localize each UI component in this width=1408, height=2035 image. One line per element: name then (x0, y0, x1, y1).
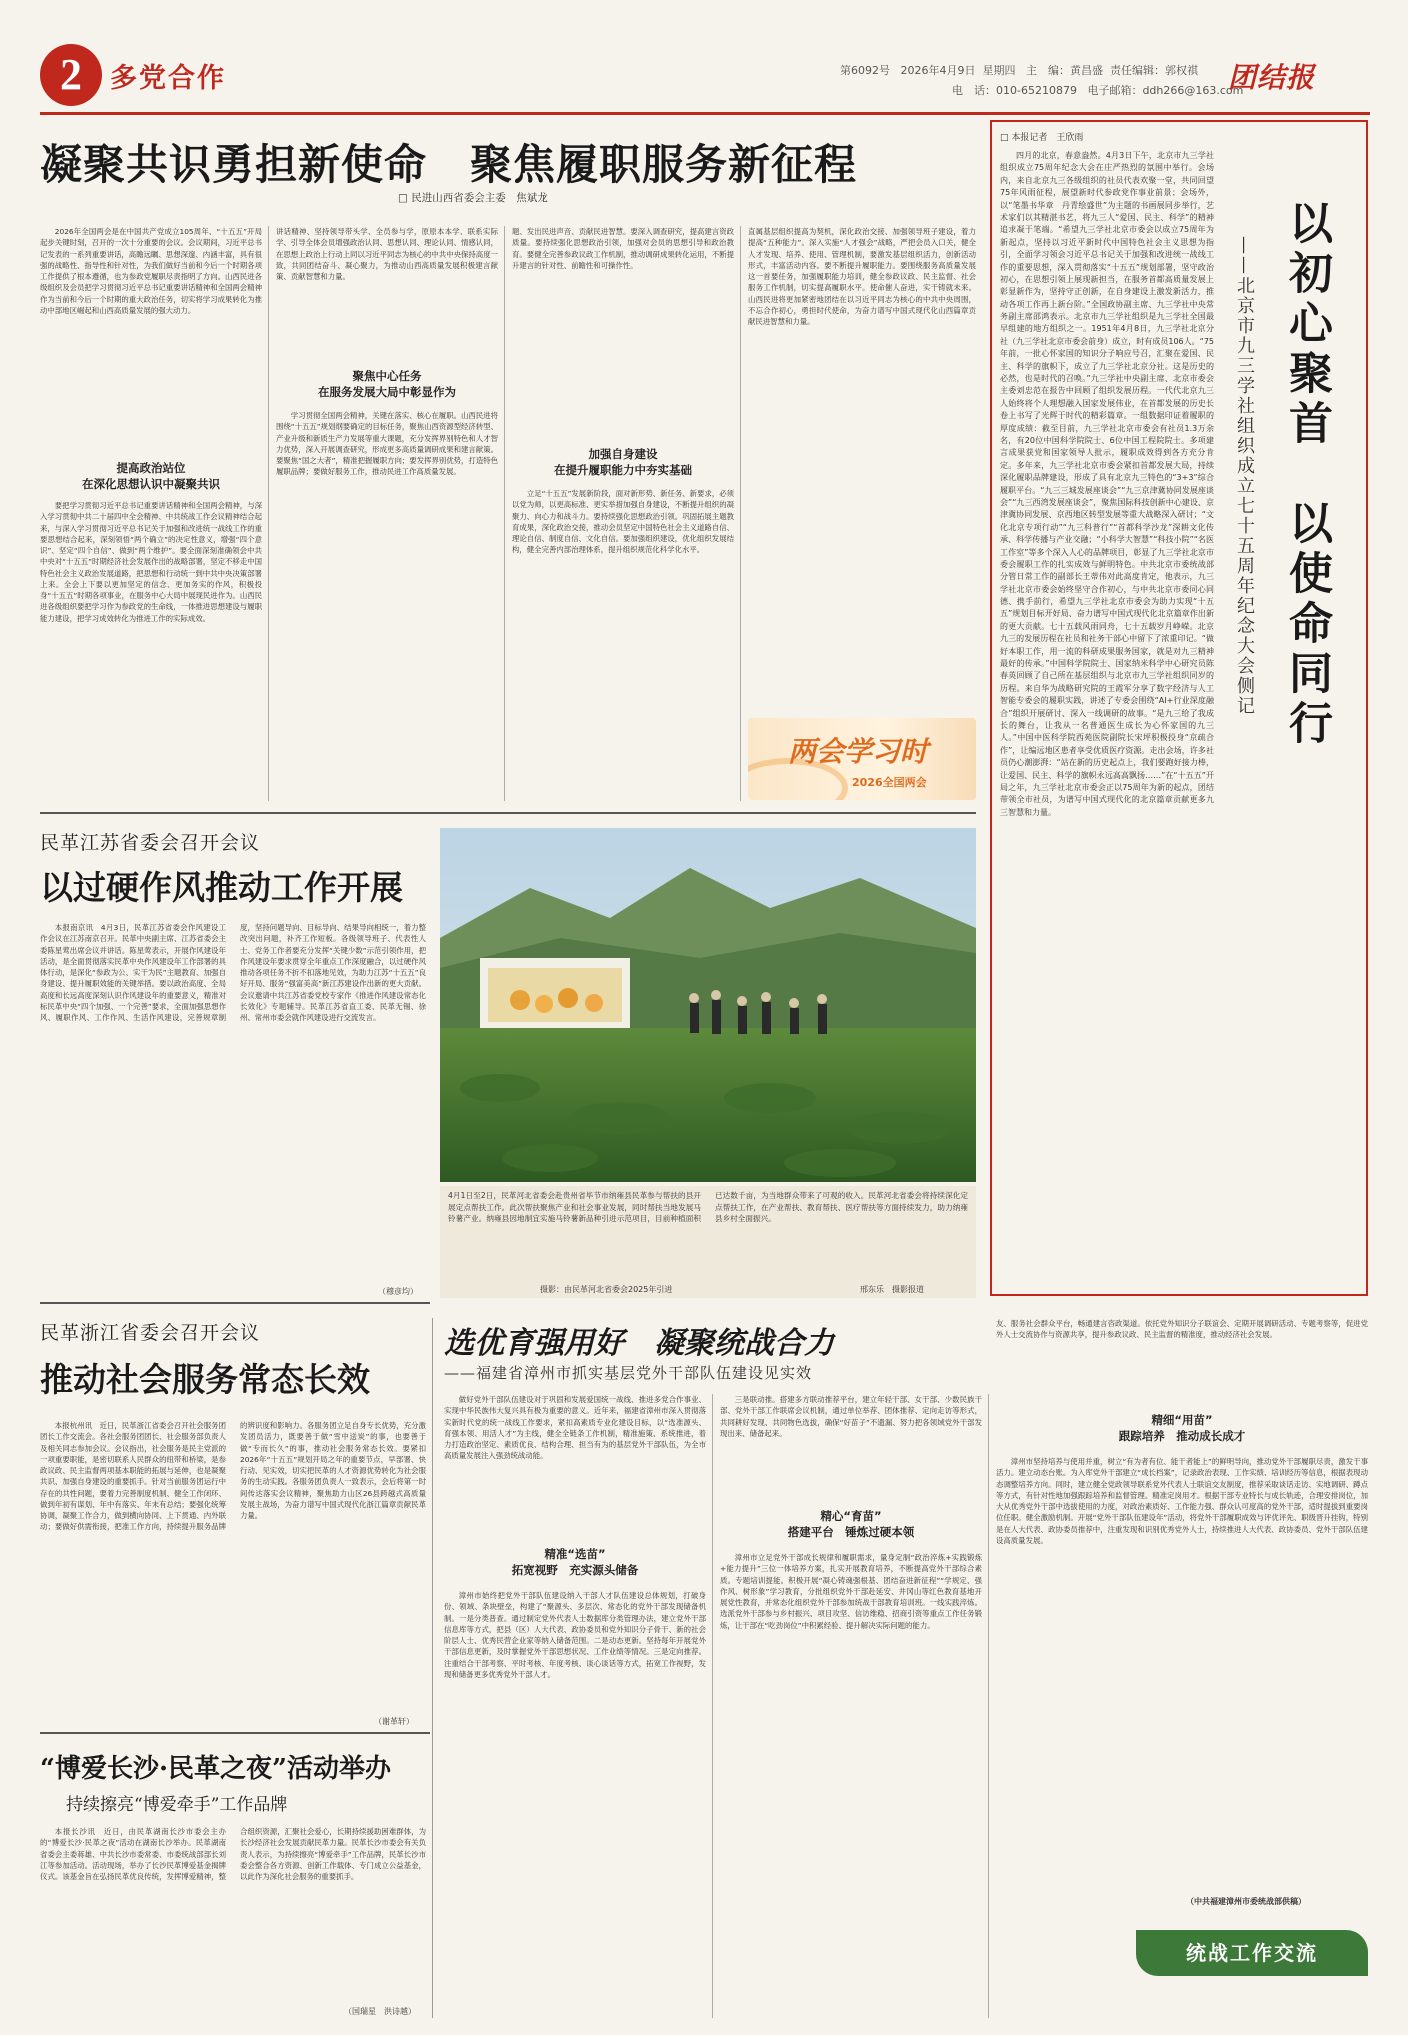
fujian-col2-top: 三是联动推。搭建多方联动推荐平台，建立年轻干部、女干部、少数民族干部、党外干部工作联席会议机制，通过单位举荐、团体推荐、定向走访等形式，共同耕好发现、共同物色选拔，确保“好苗子”不遗漏、努力把各领域党外干部发现出来、储备起来。 (720, 1395, 982, 1438)
main-subhead-1: 提高政治站位 在深化思想认识中凝聚共识 (82, 461, 220, 492)
news-photo (440, 828, 976, 1182)
banner-subtitle: 2026全国两会 (852, 776, 927, 789)
main-text-2: 学习贯彻全国两会精神，关键在落实、核心在履职。山西民进将围绕“十五五”规划纲要确定的目标任务，聚焦山西资源型经济转型、产业升级和新质生产力发展等重大课题，充分发挥界别特色和人才智力优势，深入开展调查研究，形成更多高质量调研成果和建言献策。要聚焦“国之大者”，精准把握履职方向；要发挥界别优势，打造特色履职品牌；要做好服务工作，推动民进工作高质量发展。 (276, 411, 498, 477)
fujian-text-c: 漳州市坚持培养与使用并重，树立“有为者有位、能干者能上”的鲜明导向，推动党外干部履职尽责，激发干事活力。建立动态台账。为入库党外干部建立“成长档案”，记录政治表现、工作实绩、培训经历等信息，根据表现动态调整培养方向。同时，建立健全党政领导联系党外代表人士联谊交友制度，推荐采取谈话走访、实地调研、蹲点等方式，有针对性地加强跟踪培养和监督管理。精准定岗用才。根据干部专业特长与成长轨迹，合理安排岗位，加大从优秀党外干部中选拔使用的力度，对政治素质好、工作能力强、群众认可度高的党外干部，适时提拔到重要岗位任职。健全激励机制。开展“党外干部队伍建设年”活动，将党外干部履职成效与评优评先、职级晋升挂钩，特别是在人大代表、政协委员推荐中，注重发现和识别优秀党外人士，持续推进人大代表、政协委员、党外干部队伍建设高质量发展。 (996, 1457, 1368, 1545)
column-tag-label: 统战工作交流 (1186, 1941, 1318, 1965)
jiangsu-kicker: 民革江苏省委会召开会议 (40, 832, 261, 854)
lianghui-banner (748, 718, 976, 800)
jiangsu-text: 本报南京讯 4月3日，民革江苏省委会作风建设工作会议在江苏南京召开。民革中央副主席、江苏省委会主委陈星莺出席会议并讲话。陈星莺表示，开展作风建设年活动，是全面贯彻落实民革中央作风建设年工作部署的具体行动，是深化“参政为公、实干为民”主题教育、加强自身建设、提升履职效能的关键举措。要以政治高度、全局高度和长远高度深刻认识作风建设年的重要意义，精准对标民革中央“四个加强、一个完善”要求，全面加强思想作风、履职作风、工作作风、生活作风建设，完善规章制度，坚持问题导向、目标导向、结果导向相统一，着力整改突出问题，补齐工作短板。各级领导班子、代表性人士、党务工作者要充分发挥“关键少数”示范引领作用，把作风建设年要求贯穿全年重点工作深度融合，以过硬作风推动各项任务不折不扣落地见效，为助力江苏“十五五”良好开局、服务“强富美高”新江苏建设作出新的更大贡献。会议邀请中共江苏省委党校专家作《推进作风建设常态化长效化》专题辅导。民革江苏省直工委、民革无锡、徐州、常州市委会就作风建设进行交流发言。 (40, 923, 426, 1022)
fujian-col3-top: 友、服务社会群众平台，畅通建言咨政渠道。依托党外知识分子联谊会、定期开展调研活动、专题考察等，促进党外人士交流协作与资源共享，提升参政议政、民主监督的精准度，推动经济社会发展。 (996, 1319, 1368, 1340)
issue-number: 第6092号 (840, 64, 890, 77)
photographer: 邢东乐 摄影报道 (860, 1285, 924, 1294)
jiangsu-headline: 以过硬作风推动工作开展 (40, 868, 403, 907)
fujian-subhead-a: 精准“选苗” 拓宽视野 充实源头储备 (511, 1547, 639, 1578)
side-text-top: 四月的北京，春意盎然。4月3日下午，北京市九三学社组织成立75周年纪念大会在庄严热烈的氛围中举行。会场内，来自北京九三各级组织的社员代表欢聚一堂，共同回望75年风雨征程，展望新时代参政党作事业前景；会场外，以“笔墨书华章 丹青绘盛世”为主题的书画展同步举行，艺术家们以其精湛书艺，将九三人“爱国、民主、科学”的精神追求凝于笔端。“希望九三学社北京市委会以成立75周年为新起点，坚持以习近平新时代中国特色社会主义思想为指引，全面学习领会习近平总书记关于加强和改进统一战线工作的重要思想，深入贯彻落实“十五五”规划部署，坚守政治初心，在思想引领上展现新担当，在服务首都高质量发展上彰显新作为，坚持守正创新，在自身建设上激发新活力，推动各项工作再上新台阶。”全国政协副主席、九三学社中央常务副主席邵鸿表示。北京市九三学社组织是九三学社全国最早组建的地方组织之一。1951年4月8日，九三学社北京分社（九三学社北京市委会前身）成立，时有成员106人。“75年前，一批心怀家国的知识分子响应号召，汇聚在爱国、民主、科学的旗帜下，成立了九三学社北京分社。这是历史的必然，也是时代的召唤。”九三学社中央副主席、北京市委会主委刘忠范在报告中回顾了组织发展历程。一代代北京九三人始终将个人理想融入国家发展伟业，在首都发展的历史长卷上书写了光辉于时代的精彩篇章。一组数据印证着履职的厚度成绩：截至目前，九三学社北京市委会有社员1.3万余名，有20位中国科学院院士、6位中国工程院院士。多项建言成果获党和国家领导人批示，履职成效得到各方充分肯定。多年来，九三学社北京市委会紧扣首都发展大局，持续深化履职品牌建设，形成了具有北京九三特色的“3+3”综合履职平台。“九三三城发展座谈会”“九三京津冀协同发展座谈会”“九三西湾发展座谈会”，聚焦国际科技创新中心建设、京津冀协同发展、京西地区转型发展等重大战略深入研讨；“文化北京专项行动”“九三科普行”“首都科学沙龙”深耕文化传承、科学传播与产业交融；“小科学大智慧”“科技小院”“名医工作室”等多个深入人心的品牌项目，彰显了九三学社北京市委会履职工作的扎实成效与鲜明特色。中共北京市委统战部分管日常工作的副部长王蒂伟对此高度肯定，他表示，九三学社北京市委会始终坚守合作初心，与中共北京市委同心同德、携手前行，希望九三学社北京市委会为助力实现“十五五”规划目标开好局、奋力谱写中国式现代化北京篇章作出新的更大贡献。七十五载风雨同舟，七十五载岁月峥嵘。北京九三的发展历程在社员和社务干部心中留下了浓重印记。“做好本职工作，用一流的科研成果服务国家，就是对九三精神最好的传承。”中国科学院院士、国家纳米科学中心研究员陈春英回顾了自己所在基层组织与北京市九三学社组织同岁的历程。来自华为战略研究院的王霞军分享了数字经济与人工智能专委会的履职实践，讲述了专委会围绕“AI+行业深度融合”组织开展研讨、深入一线调研的故事。“是九三给了我成长的舞台，让我从一名普通医生成长为心怀家国的九三人。”中国中医科学院西苑医院副院长宋坪积极投身“京疏合作”，让编远地区患者享受优质医疗资源。走出会场，许多社员仍心潮澎湃：“站在新的历史起点上，我们要跑好接力棒，让爱国、民主、科学的旗帜永远高高飘扬……”在“十五五”开局之年，九三学社北京市委会正以75周年为新的起点，团结带领全市社员，为谱写中国式现代化的北京篇章贡献更多九三智慧和力量。 (1000, 151, 1214, 817)
email: 电子邮箱：ddh266@163.com (1087, 84, 1244, 97)
phone: 电 话：010-65210879 (952, 84, 1077, 97)
field-photo-illustration (440, 828, 976, 1182)
zhejiang-source: （谢革轩） (374, 1717, 414, 1726)
side-headline: 以初心聚首 以使命同行 (1281, 200, 1332, 750)
fujian-subhead: ——福建省漳州市抓实基层党外干部队伍建设见实效 (444, 1364, 813, 1382)
main-text-1: 要把学习贯彻习近平总书记重要讲话精神和全国两会精神，与深入学习贯彻中共二十届四中全会精神、中共统战工作会议精神结合起来，与深入学习贯彻习近平总书记关于加强和改进统一战线工作的重要思想结合起来，深刻领悟“两个确立”的决定性意义，增强“四个意识”、坚定“四个自信”、做到“两个维护”。要全面深刻准确领会中共中央对“十五五”时期经济社会发展作出的战略部署，坚定不移走中国特色社会主义政治发展道路，把思想和行动统一到中共中央决策部署上来。全会上下要以更加坚定的信念、更加务实的作风，积极投身“十五五”时期各项事业，在服务中心大局中展现民进作为。山西民进各级组织要把学习作为参政党的生命线，一体推进思想建设与履职能力建设，把学习成效转化为推进工作的实际成效。 (40, 501, 262, 623)
contact-info (952, 82, 1243, 98)
changsha-source: （国瑞星 洪诗越） (344, 2007, 416, 2016)
issue-weekday: 星期四 (982, 64, 1016, 77)
photo-caption: 4月1日至2日，民革河北省委会赴贵州省毕节市纳雍县民革参与帮扶的县开展定点帮扶工作。此次帮扶聚焦产业和社会事业发展，同时帮扶当地发展马铃薯产业。纳雍县因地制宜实施马铃薯新品种引进示范项目，目前种植面积已达数千亩，为当地群众带来了可观的收入。民革河北省委会将持续深化定点帮扶工作，在产业帮扶、教育帮扶、医疗帮扶等方面持续发力，助力纳雍县乡村全面振兴。 (448, 1191, 968, 1224)
header-rule (40, 112, 1370, 115)
main-col4-text: 直属基层组织提高为契机，深化政治交接、加强领导班子建设，着力提高“五种能力”。深入实施“人才强会”战略，严把会员入口关，健全人才发现、培养、使用、管理机制，要激发基层组织活力，创新活动形式，丰富活动内容。要不断提升履职能力。要围绕服务高质量发展这一首要任务，加强履职能力培训，健全参政议政、民主监督、社会服务工作机制，切实提高履职水平。使命催人奋进，实干铸就未来。山西民进将更加紧密地团结在以习近平同志为核心的中共中央周围，不忘合作初心，勇担时代使命，为奋力谱写中国式现代化山西篇章贡献民进智慧和力量。 (748, 227, 976, 326)
fujian-subhead-c: 精细“用苗” 跟踪培养 推动成长成才 (1118, 1413, 1246, 1444)
fujian-subhead-b: 精心“育苗” 搭建平台 锤炼过硬本领 (787, 1509, 915, 1540)
fujian-text-b: 漳州市立足党外干部成长规律和履职需求，量身定制“政治淬炼+实践锻炼+能力提升”三位一体培养方案，扎实开展教育培养，不断提高党外干部综合素质。专题培训提能。积极开展“凝心铸魂强根基、团结奋进新征程”“学规定、强作风、树形象”学习教育，分批组织党外干部赴延安、井冈山等红色教育基地开展党性教育，并常态化组织党外干部参加统战干部教育培训班。一线实践淬炼。选派党外干部参与乡村振兴、项目攻坚、信访维稳、招商引资等重点工作任务锻炼，让干部在“吃劲岗位”中积累经验、提升解决实际问题的能力。 (720, 1553, 982, 1630)
main-col3-text: 题、发出民进声音、贡献民进智慧。要深入调查研究，提高建言资政质量。要持续强化思想政治引领，加强对会员的思想引导和政治教育。要健全完善参政议政工作机制，推动调研成果转化运用，不断提升建言的针对性、前瞻性和可操作性。 (512, 227, 734, 270)
side-reporter: □ 本报记者 王欣雨 (1000, 133, 1084, 143)
fujian-intro: 做好党外干部队伍建设对于巩固和发展爱国统一战线、推进多党合作事业、实现中华民族伟大复兴具有极为重要的意义。近年来，福建省漳州市深入贯彻落实新时代党的统一战线工作要求，紧扣高素质专业化建设目标，以“选准源头、育强本领、用活人才”为主线，健全全链条工作机制，精准施策、系统推进，着力打造政治坚定、素质优良、结构合理、担当有为的基层党外干部队伍，为全市高质量发展注入强劲统战动能。 (444, 1395, 706, 1461)
changsha-subhead: 持续擦亮“博爱牵手”工作品牌 (66, 1795, 288, 1815)
issue-info (840, 62, 1198, 78)
main-subhead-3: 加强自身建设 在提升履职能力中夯实基础 (554, 447, 692, 478)
main-headline: 凝聚共识勇担新使命 聚焦履职服务新征程 (40, 140, 858, 189)
main-col2-text: 讲话精神、坚持领导带头学、全员参与学，原原本本学、联系实际学、引导全体会员增强政治认同、思想认同、理论认同、情感认同，在思想上政治上行动上同以习近平同志为核心的中共中央保持高度一致，共同团结奋斗、凝心聚力，为推动山西高质量发展积极建言献策、贡献智慧和力量。 (276, 227, 498, 281)
side-subhead: ——北京市九三学社组织成立七十五周年纪念大会侧记 (1234, 236, 1255, 716)
photo-credit: 摄影：由民革河北省委会2025年引进 (540, 1285, 673, 1294)
main-subhead-2: 聚焦中心任务 在服务发展大局中彰显作为 (318, 369, 456, 400)
main-text-3: 立足“十五五”发展新阶段，面对新形势、新任务、新要求，必须以党为师，以更高标准、更实举措加强自身建设，不断提升组织的凝聚力、向心力和战斗力。要持续强化思想政治引领。巩固拓展主题教育成果，深化政治交接，推动会员坚定中国特色社会主义道路自信、理论自信、制度自信、文化自信。要加强组织建设，优化组织发展结构，健全完善内部治理体系，提升组织规范化科学化水平。 (512, 489, 734, 555)
chief-editor: 主 编：黄昌盛 (1026, 64, 1103, 77)
column-tag (1136, 1930, 1368, 1976)
main-byline: □ 民进山西省委会主委 焦斌龙 (398, 192, 548, 204)
zhejiang-headline: 推动社会服务常态长效 (40, 1360, 370, 1399)
page-number: 2 (60, 50, 82, 99)
section-title: 多党合作 (110, 63, 226, 94)
changsha-headline: “博爱长沙·民革之夜”活动举办 (40, 1754, 391, 1784)
zhejiang-kicker: 民革浙江省委会召开会议 (40, 1322, 261, 1344)
section-editor: 责任编辑：郭权祺 (1110, 64, 1198, 77)
banner-title: 两会学习时 (788, 735, 929, 768)
fujian-text-a: 漳州市始终把党外干部队伍建设纳入干部人才队伍建设总体规划，打破身份、领域、条块壁垒，构建了“聚源头、多层次、常态化的党外干部发现储备机制。一是分类普查。通过制定党外代表人士数据库分类管理办法，建立党外干部信息库等方式，把县（区）人大代表、政协委员和党外知识分子骨干、新的社会阶层人士、优秀民营企业家等纳入储备范围。二是动态更新。坚持每年开展党外干部信息更新，及时掌握党外干部思想状况、工作业绩等情况。三是定向推荐。注重结合干部考察、平时考核、年度考核、谈心谈话等方式，拓宽工作视野，发现和储备更多优秀党外干部人才。 (444, 1591, 706, 1679)
jiangsu-source: （穆彦均） (378, 1287, 418, 1296)
newspaper-logo: 团结报 (1228, 61, 1316, 94)
zhejiang-text: 本报杭州讯 近日，民革浙江省委会召开社会服务团团长工作交流会。各社会服务团团长、社会服务部负责人及相关同志参加会议。会议指出，社会服务是民主党派的一项重要职能，是密切联系人民群众的纽带和桥梁，是参政议政、民主监督两项基本职能的拓展与延伸，也是凝聚共识、加强自身建设的重要抓手。针对当前服务团运行中存在的共性问题，要着力完善制度机制、健全工作闭环、做到年初有谋划、年中有落实、年末有总结；要强化统筹协调，凝聚工作合力，做到横向协同、上下贯通、内外联动；要做好供需衔接，把准工作方向，持续提升服务品牌的辨识度和影响力。各服务团立足自身专长优势，充分激发团员活力，既要善于做“雪中送炭”的事，也要善于做“专而长久”的事，推动社会服务常态长效。要紧扣2026年“十五五”规划开局之年的重要节点，早部署、快行动、见实效，切实把民革的人才资源优势转化为社会服务的生动实践。各服务团负责人一致表示，会后将第一时间传达落实会议精神，聚焦助力山区26县跨越式高质量发展主战场，为奋力谱写中国式现代化浙江篇章贡献民革力量。 (40, 1421, 426, 1532)
fujian-headline: 选优育强用好 凝聚统战合力 (444, 1326, 834, 1361)
main-intro: 2026年全国两会是在中国共产党成立105周年、“十五五”开局起步关键时刻，召开的一次十分重要的会议。会议期间，习近平总书记发表的一系列重要讲话，高瞻远瞩、思想深邃、内涵丰富，具有很强的战略性、指导性和针对性，为我们做好当前和今后一个时期各项工作提供了根本遵循，也为参政党履职尽责指明了方向。山西民进各级组织及会员把学习贯彻习近平总书记重要讲话精神和全国两会精神作为当前和今后一个时期的重大政治任务，切实将学习成果转化为推动中部地区崛起和山西高质量发展的强大动力。 (40, 227, 262, 315)
fujian-source: （中共福建漳州市委统战部供稿） (1186, 1897, 1306, 1906)
issue-date: 2026年4月9日 (900, 64, 976, 77)
changsha-text: 本报长沙讯 近日，由民革湖南长沙市委会主办的“博爱长沙·民革之夜”活动在湖南长沙举办。民革湖南省委会主委蒋雄、中共长沙市委常委、市委统战部部长刘江等参加活动。活动现场，举办了长沙民革博爱基金揭牌仪式。该基金旨在弘扬民革优良传统，发挥博爱精神，整合组织资源，汇聚社会爱心，长期持续援助困难群体，为长沙经济社会发展贡献民革力量。民革长沙市委会有关负责人表示，为持续擦亮“博爱牵手”工作品牌，民革长沙市委会整合各方资源、创新工作载体、专门成立公益基金，以此作为深化社会服务的重要抓手。 (40, 1827, 426, 1881)
